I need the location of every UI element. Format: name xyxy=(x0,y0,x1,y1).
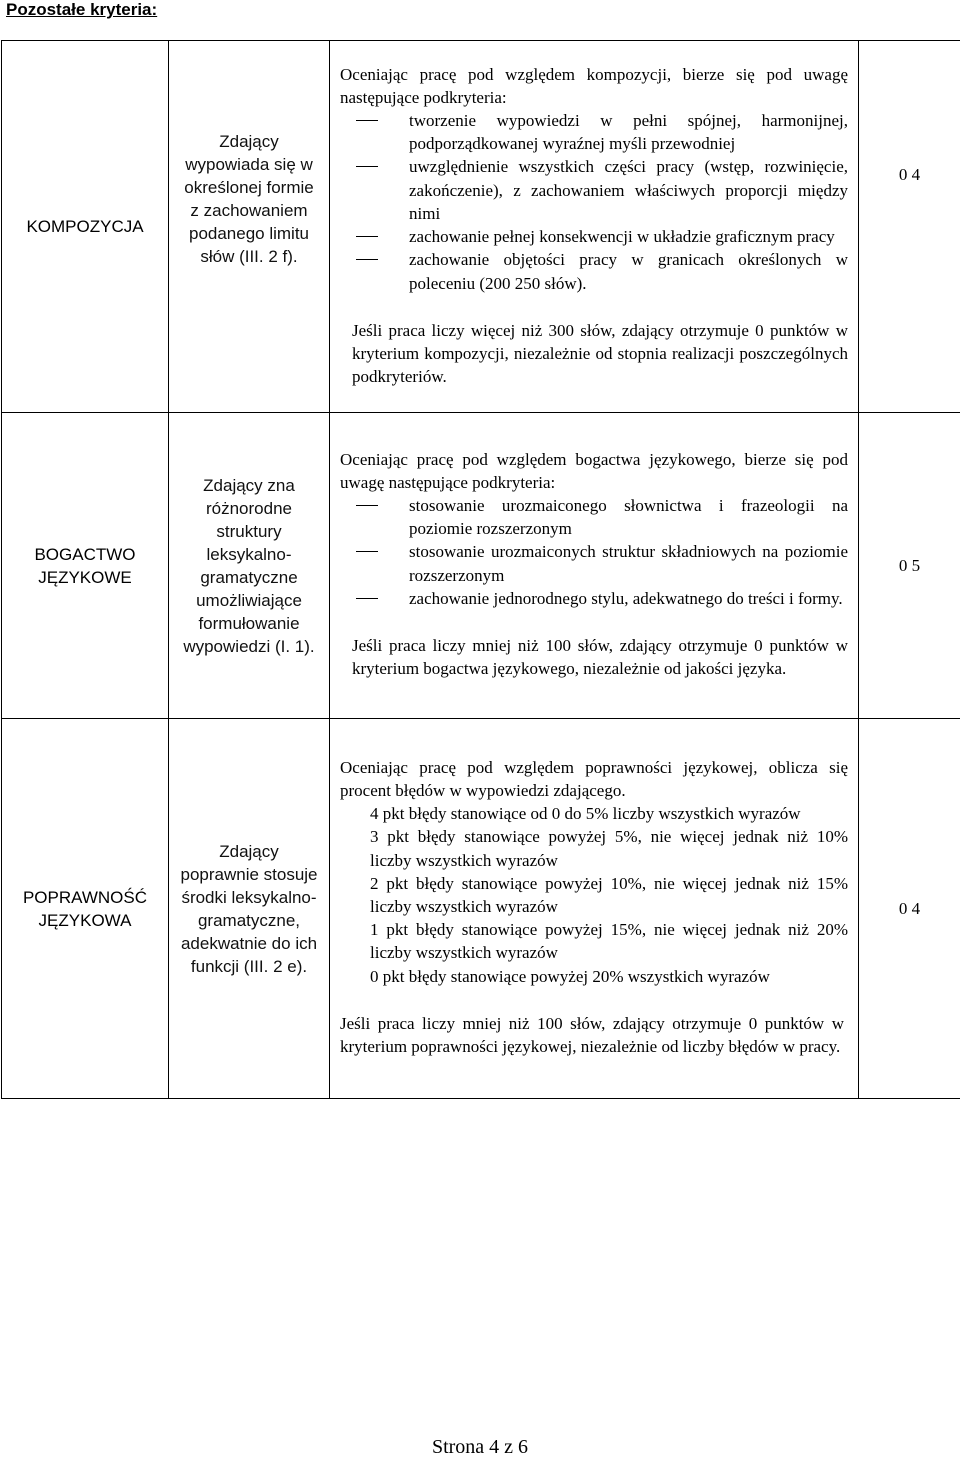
points-text: 0 4 xyxy=(859,165,960,185)
criterion-requirement xyxy=(169,413,330,719)
description-intro: Oceniając pracę pod względem kompozycji, bierze się pod uwagę następujące podkryteria: xyxy=(340,63,848,109)
subcriteria-list xyxy=(340,109,848,295)
requirement-text: Zdający wypowiada się w określonej formie z zachowaniem podanego limitu słów (III. 2 f). xyxy=(169,130,329,268)
criteria-row-kompozycja xyxy=(2,41,960,413)
criterion-description xyxy=(330,719,859,1099)
criterion-requirement xyxy=(169,719,330,1099)
criteria-row-poprawnosc xyxy=(2,719,960,1099)
description-intro: Oceniając pracę pod względem poprawności językowej, oblicza się procent błędów w wypowiedzi zdającego. xyxy=(340,756,848,802)
criterion-name: KOMPOZYCJA xyxy=(2,41,169,413)
requirement-text: Zdający zna różnorodne struktury leksykalno-gramatyczne umożliwiające formułowanie wypowiedzi (I. 1). xyxy=(169,474,329,658)
criterion-points: 0 5 xyxy=(859,413,960,719)
list-item: uwzględnienie wszystkich części pracy (wstęp, rozwinięcie, zakończenie), z zachowaniem właściwych proporcji między nimi xyxy=(340,155,848,225)
scale-item: 0 pkt błędy stanowiące powyżej 20% wszystkich wyrazów xyxy=(370,965,848,988)
criteria-table xyxy=(1,40,960,1099)
list-item: stosowanie urozmaiconego słownictwa i frazeologii na poziomie rozszerzonym xyxy=(340,494,848,540)
description-note: Jeśli praca liczy mniej niż 100 słów, zdający otrzymuje 0 punktów w kryterium poprawności językowej, niezależnie od liczby błędów w pracy. xyxy=(340,1012,848,1058)
list-item: zachowanie objętości pracy w granicach określonych w poleceniu (200 250 słów). xyxy=(340,248,848,294)
page-footer: Strona 4 z 6 xyxy=(0,1436,960,1459)
criteria-row-bogactwo xyxy=(2,413,960,719)
criterion-description xyxy=(330,413,859,719)
list-item: zachowanie pełnej konsekwencji w układzie graficznym pracy xyxy=(340,225,848,248)
list-item: stosowanie urozmaiconych struktur składniowych na poziomie rozszerzonym xyxy=(340,540,848,586)
subcriteria-list xyxy=(340,494,848,610)
criterion-points xyxy=(859,41,960,413)
scale-item: 1 pkt błędy stanowiące powyżej 15%, nie więcej jednak niż 20% liczby wszystkich wyrazów xyxy=(370,918,848,964)
scale-item: 4 pkt błędy stanowiące od 0 do 5% liczby wszystkich wyrazów xyxy=(370,802,848,825)
description-note: Jeśli praca liczy więcej niż 300 słów, zdający otrzymuje 0 punktów w kryterium kompozycji, niezależnie od stopnia realizacji poszczególnych podkryteriów. xyxy=(340,319,848,389)
criterion-points: 0 4 xyxy=(859,719,960,1099)
criterion-description xyxy=(330,41,859,413)
scale-item: 3 pkt błędy stanowiące powyżej 5%, nie więcej jednak niż 10% liczby wszystkich wyrazów xyxy=(370,825,848,871)
section-heading: Pozostałe kryteria: xyxy=(6,0,157,20)
requirement-text: Zdający poprawnie stosuje środki leksykalno-gramatyczne, adekwatnie do ich funkcji (III. 2 e). xyxy=(169,840,329,978)
scale-item: 2 pkt błędy stanowiące powyżej 10%, nie więcej jednak niż 15% liczby wszystkich wyrazów xyxy=(370,872,848,918)
criterion-name: POPRAWNOŚĆ JĘZYKOWA xyxy=(2,719,169,1099)
description-intro: Oceniając pracę pod względem bogactwa językowego, bierze się pod uwagę następujące podkryteria: xyxy=(340,448,848,494)
criterion-name: BOGACTWO JĘZYKOWE xyxy=(2,413,169,719)
criterion-requirement xyxy=(169,41,330,413)
score-scale xyxy=(370,802,848,988)
list-item: zachowanie jednorodnego stylu, adekwatnego do treści i formy. xyxy=(340,587,848,610)
description-note: Jeśli praca liczy mniej niż 100 słów, zdający otrzymuje 0 punktów w kryterium bogactwa językowego, niezależnie od jakości języka. xyxy=(340,634,848,680)
list-item: tworzenie wypowiedzi w pełni spójnej, harmonijnej, podporządkowanej wyraźnej myśli przewodniej xyxy=(340,109,848,155)
